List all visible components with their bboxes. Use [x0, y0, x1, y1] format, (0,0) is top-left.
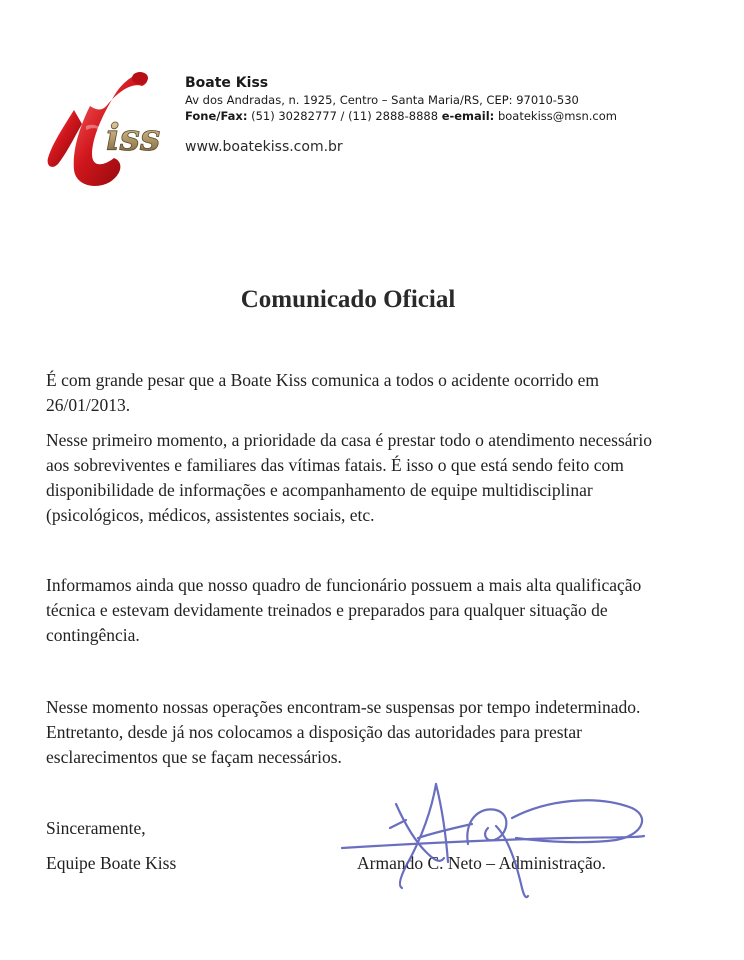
boate-kiss-logo: [44, 66, 176, 190]
handwritten-signature: [336, 778, 650, 902]
company-name: Boate Kiss: [185, 75, 269, 91]
paragraph-1: É com grande pesar que a Boate Kiss comunica a todos o acidente ocorrido em 26/01/2013.: [46, 370, 600, 415]
paragraph-2: Nesse primeiro momento, a prioridade da casa é prestar todo o atendimento necessário aos sobreviventes e familiares das vítimas fatais. É isso o que está sendo feito com disponibilidade de informações e acompanhamento de equipe multidisciplinar (psicológicos, médicos, assistentes sociais, etc.: [46, 430, 652, 525]
team-signature: Equipe Boate Kiss: [46, 853, 177, 873]
phone-label: Fone/Fax:: [185, 109, 248, 123]
phone-value: (51) 30282777 / (11) 2888-8888: [247, 109, 442, 123]
paragraph-4: Nesse momento nossas operações encontram-se suspensas por tempo indeterminado. Entretanto, desde já nos colocamos a disposição das autoridades para prestar esclarecimentos que se façam necessários.: [46, 697, 641, 767]
email-label: e-email:: [441, 109, 495, 123]
document-title: Comunicado Oficial: [240, 286, 456, 313]
email-value: boatekiss@msn.com: [494, 109, 617, 123]
company-address: Av dos Andradas, n. 1925, Centro – Santa Maria/RS, CEP: 97010-530: [185, 93, 579, 107]
signer-name: Armando C. Neto – Administração.: [357, 853, 606, 873]
letterhead: [185, 74, 617, 170]
company-contact: [185, 108, 617, 124]
company-website: www.boatekiss.com.br: [185, 139, 343, 155]
paragraph-3: Informamos ainda que nosso quadro de funcionário possuem a mais alta qualificação técnica e estevam devidamente treinados e preparados para qualquer situação de contingência.: [46, 575, 642, 645]
svg-text:iss: iss: [106, 117, 161, 159]
closing-salutation: Sinceramente,: [46, 818, 146, 838]
